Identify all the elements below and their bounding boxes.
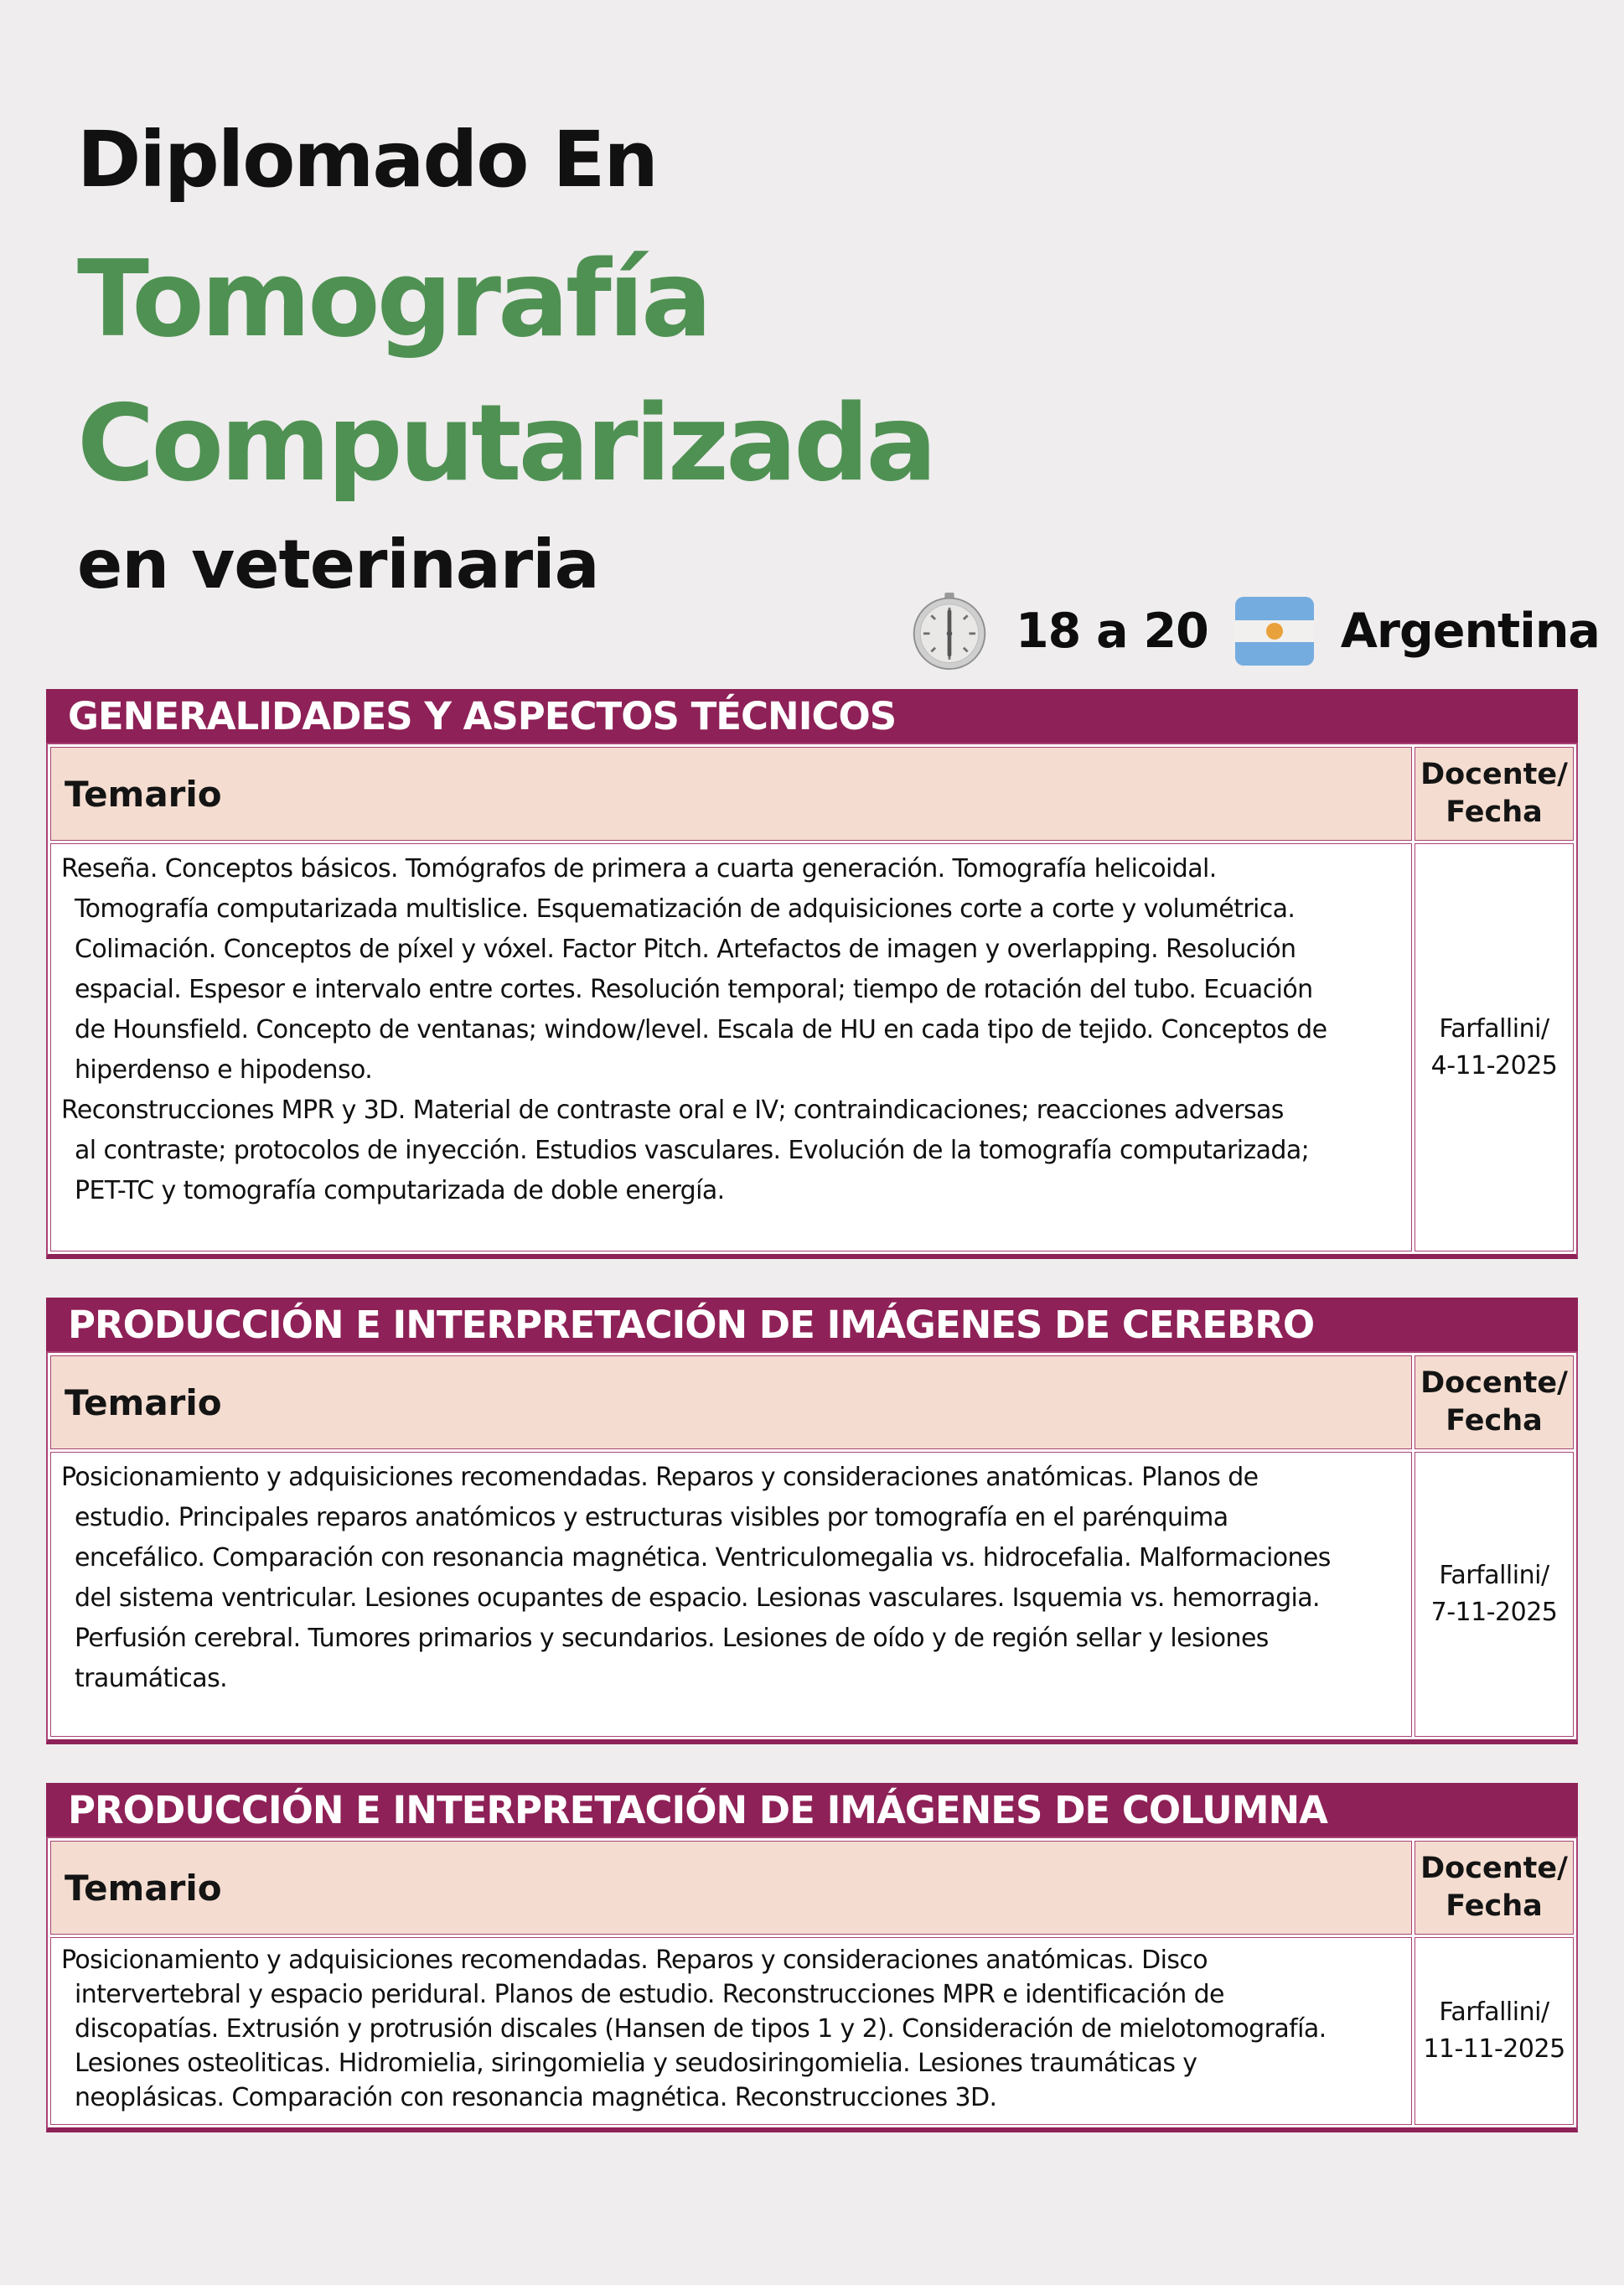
- section-table: [46, 743, 1578, 1259]
- docente-date: 4-11-2025: [1430, 1050, 1558, 1080]
- docente-fecha-cell: [1415, 843, 1574, 1251]
- clock-icon: [910, 592, 989, 671]
- docente-name: Farfallini/: [1439, 1013, 1549, 1044]
- docente-fecha-column-header: [1415, 1355, 1574, 1449]
- course-tables: [46, 689, 1578, 2171]
- temario-line: Posicionamiento y adquisiciones recomendadas. Reparos y consideraciones anatómicas. Disco: [61, 1946, 1208, 1975]
- temario-line: Colimación. Conceptos de píxel y vóxel. Factor Pitch. Artefactos de imagen y overlapping. Resolución: [75, 935, 1296, 964]
- page-subtitle: en veterinaria: [77, 526, 599, 604]
- kicker-text: Diplomado En: [77, 115, 657, 205]
- docente-label-line1: Docente/: [1420, 1852, 1568, 1885]
- page-title-line1: Tomografía: [77, 237, 710, 361]
- section-header-bar: [46, 1783, 1578, 1837]
- temario-line: intervertebral y espacio peridural. Planos de estudio. Reconstrucciones MPR e identificación de: [75, 1980, 1224, 2009]
- schedule-time: 18 a 20: [1016, 604, 1208, 659]
- temario-line: del sistema ventricular. Lesiones ocupantes de espacio. Lesionas vasculares. Isquemia vs. hemorragia.: [75, 1583, 1320, 1613]
- section-title: PRODUCCIÓN E INTERPRETACIÓN DE IMÁGENES DE COLUMNA: [68, 1787, 1327, 1832]
- temario-line: Posicionamiento y adquisiciones recomendadas. Reparos y consideraciones anatómicas. Planos de: [61, 1463, 1259, 1492]
- argentina-flag-icon: [1235, 597, 1314, 666]
- docente-name: Farfallini/: [1439, 1997, 1549, 2027]
- docente-label-line2: Fecha: [1446, 795, 1543, 829]
- temario-cell: [50, 1452, 1412, 1737]
- docente-date: 11-11-2025: [1423, 2034, 1565, 2064]
- temario-column-header: Temario: [50, 747, 1412, 841]
- docente-fecha-column-header: [1415, 1841, 1574, 1935]
- docente-label-line1: Docente/: [1420, 1366, 1568, 1400]
- docente-fecha-cell: [1415, 1937, 1574, 2125]
- temario-column-header: Temario: [50, 1355, 1412, 1449]
- temario-line: Reconstrucciones MPR y 3D. Material de contraste oral e IV; contraindicaciones; reacciones adversas: [61, 1096, 1284, 1125]
- docente-fecha-cell: [1415, 1452, 1574, 1737]
- course-section: [46, 1783, 1578, 2132]
- temario-cell: [50, 1937, 1412, 2125]
- section-header-bar: [46, 689, 1578, 743]
- temario-line: al contraste; protocolos de inyección. Estudios vasculares. Evolución de la tomografía computarizada;: [75, 1136, 1310, 1165]
- course-section: [46, 1298, 1578, 1744]
- section-table: [46, 1351, 1578, 1744]
- section-title: PRODUCCIÓN E INTERPRETACIÓN DE IMÁGENES DE CEREBRO: [68, 1302, 1315, 1347]
- docente-label-line2: Fecha: [1446, 1889, 1543, 1923]
- section-header-bar: [46, 1298, 1578, 1351]
- temario-line: neoplásicas. Comparación con resonancia magnética. Reconstrucciones 3D.: [75, 2083, 997, 2112]
- page-title: [77, 227, 934, 516]
- schedule-row: [910, 592, 1600, 671]
- temario-line: de Hounsfield. Concepto de ventanas; window/level. Escala de HU en cada tipo de tejido. Conceptos de: [75, 1015, 1327, 1044]
- temario-line: PET-TC y tomografía computarizada de doble energía.: [75, 1176, 725, 1205]
- schedule-country: Argentina: [1340, 604, 1600, 659]
- docente-label-line1: Docente/: [1420, 758, 1568, 791]
- temario-line: Lesiones osteoliticas. Hidromielia, siringomielia y seudosiringomielia. Lesiones traumáticas y: [75, 2049, 1197, 2078]
- temario-line: Perfusión cerebral. Tumores primarios y secundarios. Lesiones de oído y de región sellar y lesiones: [75, 1624, 1269, 1653]
- temario-line: traumáticas.: [75, 1664, 228, 1693]
- temario-line: encefálico. Comparación con resonancia magnética. Ventriculomegalia vs. hidrocefalia. Malformaciones: [75, 1543, 1331, 1573]
- docente-fecha-column-header: [1415, 747, 1574, 841]
- docente-label-line2: Fecha: [1446, 1404, 1543, 1438]
- temario-line: hiperdenso e hipodenso.: [75, 1055, 373, 1085]
- page-title-line2: Computarizada: [77, 381, 934, 505]
- section-table: [46, 1837, 1578, 2132]
- section-title: GENERALIDADES Y ASPECTOS TÉCNICOS: [68, 693, 897, 738]
- temario-line: discopatías. Extrusión y protrusión discales (Hansen de tipos 1 y 2). Consideración de mielotomografía.: [75, 2014, 1327, 2044]
- temario-line: espacial. Espesor e intervalo entre cortes. Resolución temporal; tiempo de rotación del tubo. Ecuación: [75, 975, 1313, 1004]
- temario-column-header: Temario: [50, 1841, 1412, 1935]
- course-section: [46, 689, 1578, 1259]
- docente-name: Farfallini/: [1439, 1561, 1549, 1590]
- page-header: [77, 117, 934, 604]
- temario-cell: [50, 843, 1412, 1251]
- temario-line: Reseña. Conceptos básicos. Tomógrafos de primera a cuarta generación. Tomografía helicoidal.: [61, 854, 1217, 883]
- temario-line: Tomografía computarizada multislice. Esquematización de adquisiciones corte a corte y volumétrica.: [75, 894, 1296, 924]
- temario-line: estudio. Principales reparos anatómicos y estructuras visibles por tomografía en el parénquima: [75, 1503, 1228, 1532]
- docente-date: 7-11-2025: [1430, 1598, 1558, 1627]
